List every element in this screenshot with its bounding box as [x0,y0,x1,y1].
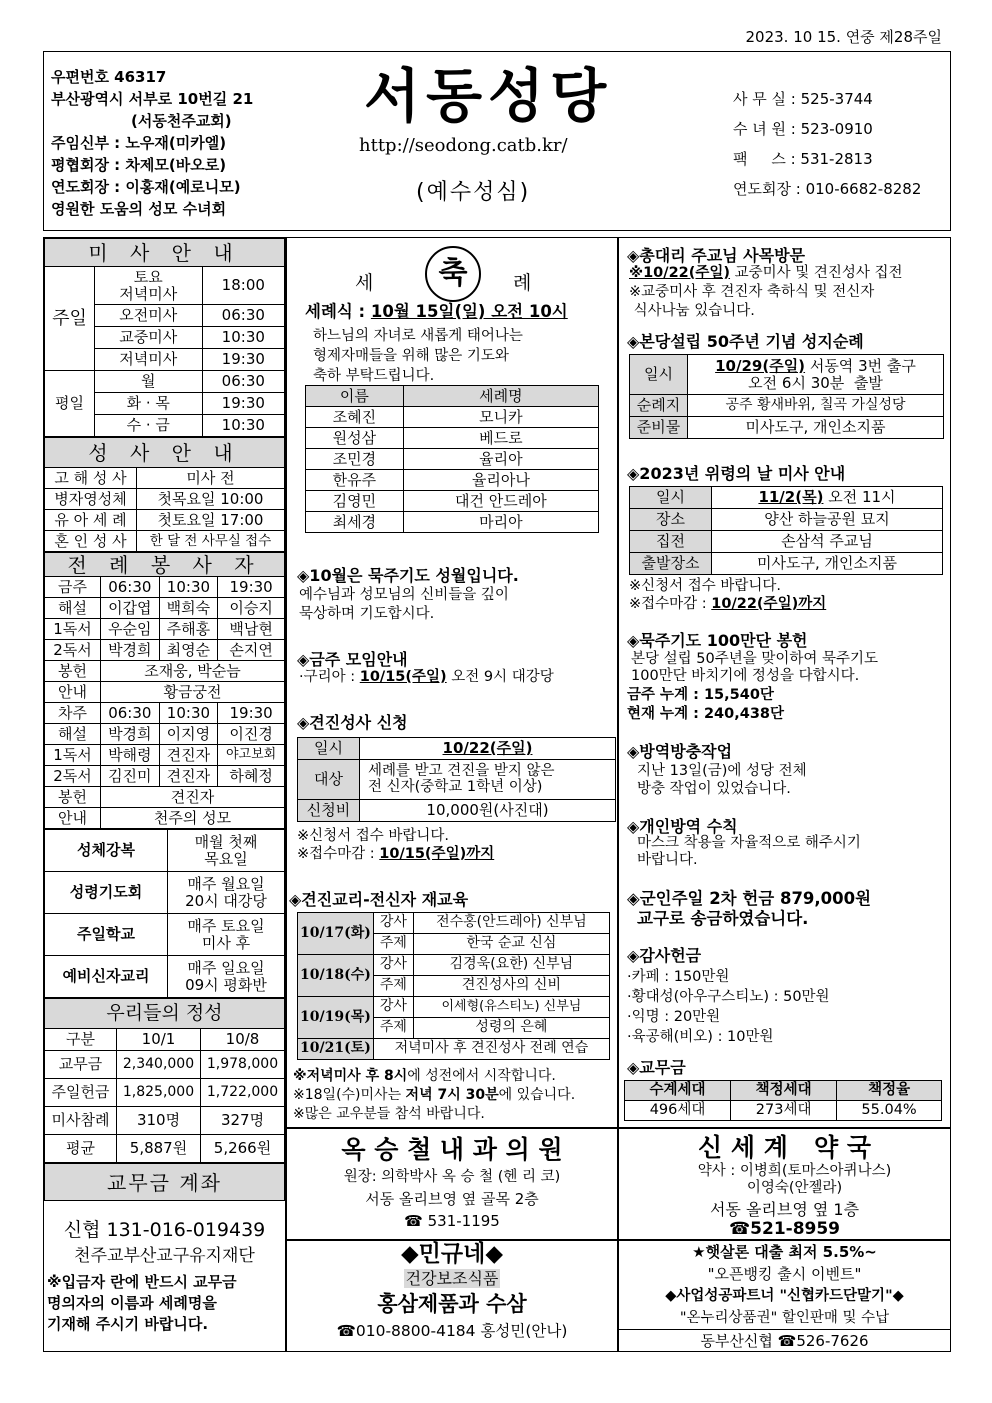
sacrament-time: 미사 전 [137,468,285,489]
header-info [51,66,253,220]
baptism-saint: 마리아 [403,512,598,533]
dues-head: 책정율 [837,1081,942,1101]
dues-table [624,1080,942,1121]
reedu-date: 10/21(토) [298,1039,374,1060]
servers-table [44,552,285,829]
baptism-name: 조혜진 [306,407,404,428]
reedu-label: 강사 [373,997,413,1018]
shinhyup-line: "오픈뱅킹 출시 이벤트" [707,1265,862,1283]
sacrament-time: 한 달 전 사무실 접수 [137,531,285,552]
server-role: 2독서 [45,640,101,661]
sacrament-name: 혼 인 성 사 [45,531,137,552]
bishop-title: ◈총대리 주교님 사목방문 [627,246,806,265]
dues-value: 273세대 [731,1101,837,1121]
event-name: 예비신자교리 [45,956,168,998]
offering-head: 10/1 [117,1029,201,1051]
contact-row: 수 녀 원 : 523-0910 [733,120,873,138]
meeting-title: ◈금주 모임안내 [297,650,408,669]
baptism-text: 하느님의 자녀로 새롭게 태어나는 형제자매들을 위해 많은 기도와 축하 부탁드립니다. [313,328,523,384]
mass-name: 저녁미사 [95,349,203,371]
reedu-date: 10/18(수) [298,955,374,997]
server-cell: 백희숙 [159,598,218,619]
rosary-week: 금주 누계 : 15,540단 [627,687,774,703]
mass-name: 토요 저녁미사 [95,267,203,305]
mass-time: 19:30 [202,393,284,415]
server-cell: 손지연 [218,640,285,661]
pharmacy-pharmacist: 약사 : 이병희(토마스아퀴나스) [697,1163,892,1179]
header-line: 우편번호 46317 [51,68,167,86]
server-cell: 우순임 [101,619,160,640]
confirm-table [297,737,616,822]
reedu-date: 10/19(목) [298,997,374,1039]
server-cell: 견진자 [159,745,218,766]
memorial-value: 11/2(목) 오전 11시 [712,487,943,509]
reedu-value: 저녁미사 후 견진성사 전례 연습 [373,1039,609,1060]
offering-value: 5,266원 [201,1135,285,1163]
mass-time: 10:30 [202,327,284,349]
header-line: (서동천주교회) [131,112,232,130]
confirm-title: ◈견진성사 신청 [297,713,408,732]
server-cell: 10:30 [159,577,218,598]
server-cell: 박경희 [101,724,160,745]
baptism-name: 원성삼 [306,428,404,449]
header-line: 연도회장 : 이홍재(예로니모) [51,178,241,196]
memorial-value: 미사도구, 개인소지품 [712,553,943,575]
pilgrim-value: 공주 황새바위, 칠곡 가실성당 [688,395,944,417]
server-cell: 주해홍 [159,619,218,640]
pharmacy-pharmacist: 이영숙(안젤라) [746,1180,843,1197]
ad-pharmacy [619,1129,950,1239]
header-box [43,51,951,231]
offering-value: 1,825,000 [117,1079,201,1107]
event-time: 매주 토요일 미사 후 [168,914,285,956]
server-cell: 06:30 [101,577,160,598]
thanks-list [627,967,830,1047]
server-role: 2독서 [45,766,101,787]
events-table [44,829,285,998]
pharmacy-phone: ☎521-8959 [728,1218,841,1239]
mass-time: 06:30 [202,371,284,393]
baptism-table [305,385,599,533]
shinhyup-line: ★햇살론 대출 최저 5.5%~ [692,1243,877,1261]
servers-title: 전 례 봉 사 자 [45,553,285,577]
offering-label: 교무금 [45,1051,117,1079]
baptism-saint: 율리아 [403,449,598,470]
military-text: 교구로 송금하였습니다. [637,909,809,928]
server-cell: 박해령 [101,745,160,766]
offering-value: 2,340,000 [117,1051,201,1079]
ad-clinic [287,1129,617,1230]
offering-value: 327명 [201,1107,285,1135]
clinic-doctor: 원장: 의학박사 옥 승 철 (헨 리 코) [343,1169,561,1185]
date-line: 2023. 10 15. 연중 제28주일 [745,28,942,46]
mass-time: 18:00 [202,267,284,305]
mass-day: 수 · 금 [95,415,203,437]
bishop-line: ※10/22(주일) 교중미사 및 견진성사 집전 [629,265,903,281]
disinfect-text: 지난 13일(금)에 성당 전체 방충 작업이 있었습니다. [637,763,807,797]
confirm-value: 세례를 받고 견진을 받지 않은 전 신자(중학교 1학년 이상) [360,760,616,800]
server-role: 안내 [45,808,101,829]
confirm-deadline: ※접수마감 : 10/15(주일)까지 [297,846,495,862]
thanks-title: ◈감사헌금 [627,946,702,965]
pilgrim-label: 일시 [630,355,688,395]
reedu-value: 전수홍(안드레아) 신부님 [413,913,609,934]
server-cell: 하혜정 [218,766,285,787]
baptism-head: 이름 [306,386,404,407]
header-line: 주임신부 : 노우재(미카엘) [51,134,227,152]
header-line: 평협회장 : 차제모(바오로) [51,156,227,174]
offering-label: 주일헌금 [45,1079,117,1107]
server-role: 안내 [45,682,101,703]
thanks-item: ·카페 : 150만원 [627,969,730,985]
offering-table [44,998,285,1163]
reedu-value: 한국 순교 신심 [413,934,609,955]
contacts [733,84,921,204]
server-role: 1독서 [45,619,101,640]
reedu-label: 주제 [373,934,413,955]
contact-row: 연도회장 : 010-6682-8282 [733,180,922,198]
server-cell: 조재웅, 박순늠 [101,661,285,682]
personal-text: 마스크 착용을 자율적으로 해주시기 바랍니다. [637,835,861,868]
rosary-month-text: 예수님과 성모님의 신비들을 깊이 묵상하며 기도합시다. [299,587,509,622]
pilgrim-value: 미사도구, 개인소지품 [688,417,944,439]
confirm-value: 10,000원(사진대) [360,800,616,822]
minyu-name: ◆민규네◆ [400,1241,504,1267]
middle-column [287,238,617,1122]
dues-title: ◈교무금 [627,1058,686,1077]
event-time: 매주 일요일 09시 평화반 [168,956,285,998]
reedu-value: 성령의 은혜 [413,1018,609,1039]
mass-time: 06:30 [202,305,284,327]
baptism-name: 한유주 [306,470,404,491]
reedu-value: 견진성사의 신비 [413,976,609,997]
pilgrim-value: 10/29(주일) 서동역 3번 출구 오전 6시 30분 출발 [688,355,944,395]
baptism-saint: 베드로 [403,428,598,449]
page-title: 서동성당 [364,62,613,130]
reedu-table [297,912,610,1060]
mass-table [44,238,285,437]
clinic-name: 옥 승 철 내 과 의 원 [341,1135,563,1164]
baptism-name: 조민경 [306,449,404,470]
rosary-million-text: 본당 설립 50주년을 맞이하여 묵주기도 100만단 바치기에 정성을 다합시다. [631,651,878,684]
server-cell: 19:30 [218,703,285,724]
sacrament-time: 첫목요일 10:00 [137,489,285,510]
meeting-line: ·구리아 : 10/15(주일) 오전 9시 대강당 [299,669,554,685]
baptism-date: 세례식 : 10월 15일(일) 오전 10시 [305,302,568,321]
clinic-phone: ☎ 531-1195 [404,1212,500,1231]
site-url[interactable]: http://seodong.catb.kr/ [359,135,568,156]
event-time: 매주 월요일 20시 대강당 [168,872,285,914]
mass-day: 월 [95,371,203,393]
sunday-label: 주일 [45,267,95,371]
server-role: 1독서 [45,745,101,766]
sacrament-name: 고 해 성 사 [45,468,137,489]
server-role: 봉헌 [45,661,101,682]
minyu-highlight: 건강보조식품 [405,1268,499,1288]
server-cell: 견진자 [101,787,285,808]
reedu-label: 주제 [373,1018,413,1039]
baptism-seal-icon: 축 [425,246,481,302]
baptism-head: 세례명 [403,386,598,407]
server-role: 금주 [45,577,101,598]
server-cell: 천주의 성모 [101,808,285,829]
confirm-note: ※신청서 접수 바랍니다. [297,828,450,844]
offering-value: 1,978,000 [201,1051,285,1079]
server-cell: 야고보회 [218,745,285,766]
mass-title: 미 사 안 내 [45,239,285,267]
server-cell: 김진미 [101,766,160,787]
baptism-name: 김영민 [306,491,404,512]
memorial-label: 출발장소 [630,553,712,575]
server-cell: 황금궁전 [101,682,285,703]
shinhyup-line: 동부산신협 ☎526-7626 [619,1329,950,1352]
reedu-label: 강사 [373,955,413,976]
dues-value: 55.04% [837,1101,942,1121]
mass-time: 19:30 [202,349,284,371]
confirm-label: 신청비 [298,800,360,822]
server-cell: 19:30 [218,577,285,598]
sacrament-title: 성 사 안 내 [45,438,285,468]
confirm-value: 10/22(주일) [360,738,616,760]
memorial-label: 일시 [630,487,712,509]
left-column [44,238,285,1335]
baptism-saint: 율리아나 [403,470,598,491]
server-cell: 이승지 [218,598,285,619]
mass-day: 화 · 목 [95,393,203,415]
sacrament-time: 첫토요일 17:00 [137,510,285,531]
memorial-note: ※신청서 접수 바랍니다. [629,578,782,594]
shinhyup-line: ◆사업성공파트너 "신협카드단말기"◆ [665,1288,904,1304]
pilgrim-label: 준비물 [630,417,688,439]
memorial-value: 양산 하늘공원 묘지 [712,509,943,531]
server-cell: 10:30 [159,703,218,724]
offering-label: 평균 [45,1135,117,1163]
minyu-main: 홍삼제품과 수삼 [377,1291,527,1316]
pilgrim-label: 순례지 [630,395,688,417]
server-cell: 이갑엽 [101,598,160,619]
clinic-address: 서동 올리브영 옆 골목 2층 [365,1190,539,1209]
event-time: 매월 첫째 목요일 [168,830,285,872]
memorial-title: ◈2023년 위령의 날 미사 안내 [627,464,846,483]
memorial-table [629,486,943,575]
baptism-saint: 모니카 [403,407,598,428]
event-name: 성령기도회 [45,872,168,914]
server-role: 해설 [45,724,101,745]
confirm-label: 일시 [298,738,360,760]
event-name: 주일학교 [45,914,168,956]
sacrament-name: 병자영성체 [45,489,137,510]
offering-value: 5,887원 [117,1135,201,1163]
memorial-label: 집전 [630,531,712,553]
reedu-note: ※18일(수)미사는 저녁 7시 30분에 있습니다. [293,1087,576,1103]
pilgrim-table [629,354,944,439]
offering-label: 미사참례 [45,1107,117,1135]
mass-name: 교중미사 [95,327,203,349]
subtitle: (예수성심) [416,180,531,205]
reedu-value: 김경욱(요한) 신부님 [413,955,609,976]
thanks-item: ·육공해(비오) : 10만원 [627,1029,774,1045]
shinhyup-line: "온누리상품권" 할인판매 및 수납 [679,1310,890,1326]
ad-shinhyup [619,1241,950,1352]
pharmacy-name: 신 세 계 약 국 [698,1133,871,1162]
reedu-date: 10/17(화) [298,913,374,955]
disinfect-title: ◈방역방충작업 [627,742,733,761]
server-cell: 최영순 [159,640,218,661]
contact-row: 사 무 실 : 525-3744 [733,90,873,108]
rosary-total: 현재 누계 : 240,438단 [627,706,785,722]
memorial-deadline: ※접수마감 : 10/22(주일)까지 [629,596,827,612]
account-note: ※입금자 란에 반드시 교무금 명의자의 이름과 세례명을 기재해 주시기 바랍니다. [47,1273,237,1334]
header-line: 부산광역시 서부로 10번길 21 [51,90,254,108]
weekday-label: 평일 [45,371,95,437]
thanks-item: ·황대성(아우구스티노) : 50만원 [627,989,830,1005]
baptism-label: 례 [513,272,532,294]
sacrament-table [44,437,285,552]
server-cell: 견진자 [159,766,218,787]
offering-head: 구분 [45,1029,117,1051]
mass-name: 오전미사 [95,305,203,327]
account-title: 교무금 계좌 [44,1163,285,1201]
account-number: 신협 131-016-019439 [63,1219,266,1241]
event-name: 성체강복 [45,830,168,872]
offering-value: 310명 [117,1107,201,1135]
reedu-label: 강사 [373,913,413,934]
confirm-label: 대상 [298,760,360,800]
baptism-saint: 대건 안드레아 [403,491,598,512]
reedu-note: ※저녁미사 후 8시에 성전에서 시작합니다. [293,1068,556,1084]
memorial-label: 장소 [630,509,712,531]
server-role: 차주 [45,703,101,724]
pharmacy-address: 서동 올리브영 옆 1층 [709,1199,860,1219]
account-holder: 천주교부산교구유지재단 [74,1245,255,1266]
header-line: 영원한 도움의 성모 수녀회 [51,200,227,218]
thanks-item: ·익명 : 20만원 [627,1009,721,1025]
memorial-value: 손삼석 주교님 [712,531,943,553]
dues-head: 수계세대 [625,1081,731,1101]
rosary-month-title: ◈10월은 묵주기도 성월입니다. [297,566,519,585]
reedu-note: ※많은 교우분들 참석 바랍니다. [293,1106,485,1122]
server-role: 해설 [45,598,101,619]
reedu-label: 주제 [373,976,413,997]
rosary-million-title: ◈묵주기도 100만단 봉헌 [627,631,808,650]
sacrament-name: 유 아 세 례 [45,510,137,531]
baptism-name: 최세경 [306,512,404,533]
offering-head: 10/8 [201,1029,285,1051]
offering-title: 우리들의 정성 [45,999,285,1029]
server-cell: 백남현 [218,619,285,640]
server-cell: 박경희 [101,640,160,661]
server-cell: 이지영 [159,724,218,745]
reedu-value: 이세형(유스티노) 신부님 [413,997,609,1018]
reedu-title: ◈견진교리-전신자 재교육 [289,890,469,909]
pilgrim-title: ◈본당설립 50주년 기념 성지순례 [627,332,864,351]
dues-value: 496세대 [625,1101,731,1121]
server-cell: 이진경 [218,724,285,745]
baptism-header [287,238,617,296]
minyu-phone: ☎010-8800-4184 홍성민(안나) [336,1321,568,1340]
bishop-line: ※교중미사 후 견진자 축하식 및 전신자 식사나눔 있습니다. [629,284,875,319]
dues-head: 책정세대 [731,1081,837,1101]
server-cell: 06:30 [101,703,160,724]
mass-time: 10:30 [202,415,284,437]
contact-row: 팩 스 : 531-2813 [733,150,873,168]
baptism-label: 세 [355,272,374,294]
personal-title: ◈개인방역 수칙 [627,817,738,836]
offering-value: 1,722,000 [201,1079,285,1107]
military-title: ◈군인주일 2차 헌금 879,000원 [627,889,872,908]
server-role: 봉헌 [45,787,101,808]
ad-minyu [287,1241,617,1341]
